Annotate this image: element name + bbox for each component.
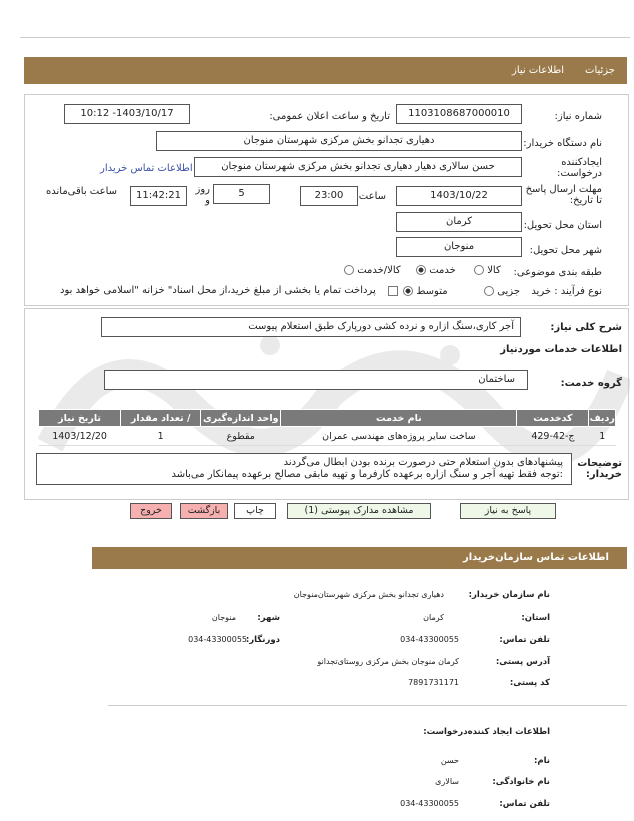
- attachments-button[interactable]: مشاهده مدارک پیوستی (1): [287, 503, 431, 519]
- contact-address-label: آدرس پستی:: [495, 657, 550, 667]
- deadline-date-field: 1403/10/22: [396, 186, 522, 206]
- announce-datetime-field: 1403/10/17- 10:12: [64, 104, 190, 124]
- notes-label: توضیحات خریدار:: [577, 458, 622, 480]
- remaining-label: ساعت باقی‌مانده: [46, 186, 118, 197]
- category-option-service[interactable]: خدمت: [416, 265, 456, 276]
- buyer-org-label: نام دستگاه خریدار:: [523, 138, 602, 149]
- exit-button[interactable]: خروج: [130, 503, 172, 519]
- process-label: نوع فرآیند : خرید: [531, 286, 602, 297]
- contact-divider: [108, 705, 627, 706]
- creator-label: ایجادکننده درخواست:: [557, 157, 602, 179]
- notes-line-1: پیشنهادهای بدون استعلام حتی درصورت برنده بودن ابطال می‌گردند: [283, 457, 563, 468]
- category-both-radio[interactable]: [344, 265, 354, 275]
- category-label: طبقه بندی موضوعی:: [513, 267, 602, 278]
- notes-field: [36, 453, 572, 485]
- notes-line-2: :توجه فقط تهیه آجر و سنگ ازاره برعهده کارفرما و تهیه مابقی مصالح برعهده پیمانکار می‌باشد: [171, 469, 563, 480]
- contact-address: کرمان منوجان بخش مرکزی روستای‌تجدانو: [317, 657, 459, 666]
- need-number-label: شماره نیاز:: [554, 111, 602, 122]
- col-unit-header: واحد اندازه‌گیری: [201, 410, 281, 427]
- category-option-both[interactable]: کالا/خدمت: [344, 265, 401, 276]
- cell-row: 1: [589, 427, 616, 446]
- payment-note: پرداخت تمام یا بخشی از مبلغ خرید،از محل اسناد" خزانه "اسلامی خواهد بود: [60, 285, 376, 296]
- contact-city-label: شهر:: [257, 613, 280, 623]
- creator-family-label: نام خانوادگی:: [492, 777, 550, 787]
- tab-details[interactable]: جزئیات: [585, 65, 615, 76]
- creator-phone-label: تلفن تماس:: [499, 799, 550, 809]
- remaining-time-field: 11:42:21: [130, 186, 187, 206]
- col-qty-header: / تعداد مقدار: [121, 410, 201, 427]
- cell-date: 1403/12/20: [39, 427, 121, 446]
- header-bar: [24, 57, 627, 84]
- col-row-header: ردیف: [589, 410, 616, 427]
- cell-name: ساخت سایر پروژه‌های مهندسی عمران: [281, 427, 517, 446]
- time-label: ساعت: [358, 191, 386, 202]
- general-desc-field: آجر کاری،سنگ ازاره و نرده کشی دورپارک طبق استعلام پیوست: [101, 317, 521, 337]
- contact-header: [92, 547, 627, 569]
- cell-code: ج-42-429: [517, 427, 589, 446]
- print-button[interactable]: چاپ: [234, 503, 276, 519]
- general-desc-label: شرح کلی نیاز:: [550, 322, 622, 333]
- top-divider: [20, 37, 630, 38]
- col-code-header: کدخدمت: [517, 410, 589, 427]
- days-field: 5: [213, 184, 270, 204]
- contact-phone-label: تلفن تماس:: [499, 635, 550, 645]
- services-title: اطلاعات خدمات موردنیاز: [500, 344, 622, 355]
- creator-family: سالاری: [435, 777, 459, 786]
- contact-org-label: نام سازمان خریدار:: [468, 590, 550, 600]
- process-option-minor[interactable]: جزیی: [484, 286, 520, 297]
- deadline-label: مهلت ارسال پاسخ تا تاریخ:: [525, 184, 602, 206]
- contact-org: دهیاری تجدانو بخش مرکزی شهرستان‌منوجان: [293, 590, 444, 599]
- services-table: [38, 409, 616, 446]
- deadline-time-field: 23:00: [300, 186, 358, 206]
- reply-button[interactable]: پاسخ به نیاز: [460, 503, 556, 519]
- creator-field: حسن سالاری دهیار دهیاری تجدانو بخش مرکزی شهرستان منوجان: [194, 157, 522, 177]
- group-label: گروه خدمت:: [560, 378, 622, 389]
- buyer-org-field: دهیاری تجدانو بخش مرکزی شهرستان منوجان: [156, 131, 522, 151]
- process-option-medium[interactable]: متوسط: [403, 286, 448, 297]
- contact-fax: 034-43300055: [188, 635, 247, 644]
- contact-province-label: استان:: [521, 613, 550, 623]
- creator-name: حسن: [440, 756, 459, 765]
- col-name-header: نام خدمت: [281, 410, 517, 427]
- creator-name-label: نام:: [533, 756, 550, 766]
- city-field: منوجان: [396, 237, 522, 257]
- province-label: استان محل تحویل:: [523, 220, 602, 231]
- city-label: شهر محل تحویل:: [529, 245, 602, 256]
- group-field: ساختمان: [104, 370, 528, 390]
- contact-province: کرمان: [423, 613, 444, 622]
- buyer-contact-link[interactable]: اطلاعات تماس خریدار: [100, 163, 193, 174]
- category-goods-radio[interactable]: [474, 265, 484, 275]
- need-number-field: 1103108687000010: [396, 104, 522, 124]
- category-option-goods[interactable]: کالا: [474, 265, 501, 276]
- table-header-row: [39, 410, 616, 427]
- creator-section-title: اطلاعات ایجاد کننده‌درخواست:: [423, 727, 550, 737]
- days-label: روز و: [195, 184, 210, 206]
- table-row: [39, 427, 616, 446]
- cell-qty: 1: [121, 427, 201, 446]
- contact-postal: 7891731171: [408, 678, 459, 687]
- col-date-header: تاریخ نیاز: [39, 410, 121, 427]
- province-field: کرمان: [396, 212, 522, 232]
- contact-city: منوجان: [211, 613, 236, 622]
- contact-title: اطلاعات تماس سازمان‌خریدار: [462, 552, 609, 563]
- category-service-radio[interactable]: [416, 265, 426, 275]
- tab-need-info[interactable]: اطلاعات نیاز: [512, 65, 564, 76]
- contact-phone: 034-43300055: [400, 635, 459, 644]
- contact-postal-label: کد پستی:: [509, 678, 550, 688]
- announce-label: تاریخ و ساعت اعلان عمومی:: [269, 111, 390, 122]
- cell-unit: مقطوع: [201, 427, 281, 446]
- contact-fax-label: دورنگار:: [245, 635, 280, 645]
- back-button[interactable]: بازگشت: [180, 503, 228, 519]
- creator-phone: 034-43300055: [400, 799, 459, 808]
